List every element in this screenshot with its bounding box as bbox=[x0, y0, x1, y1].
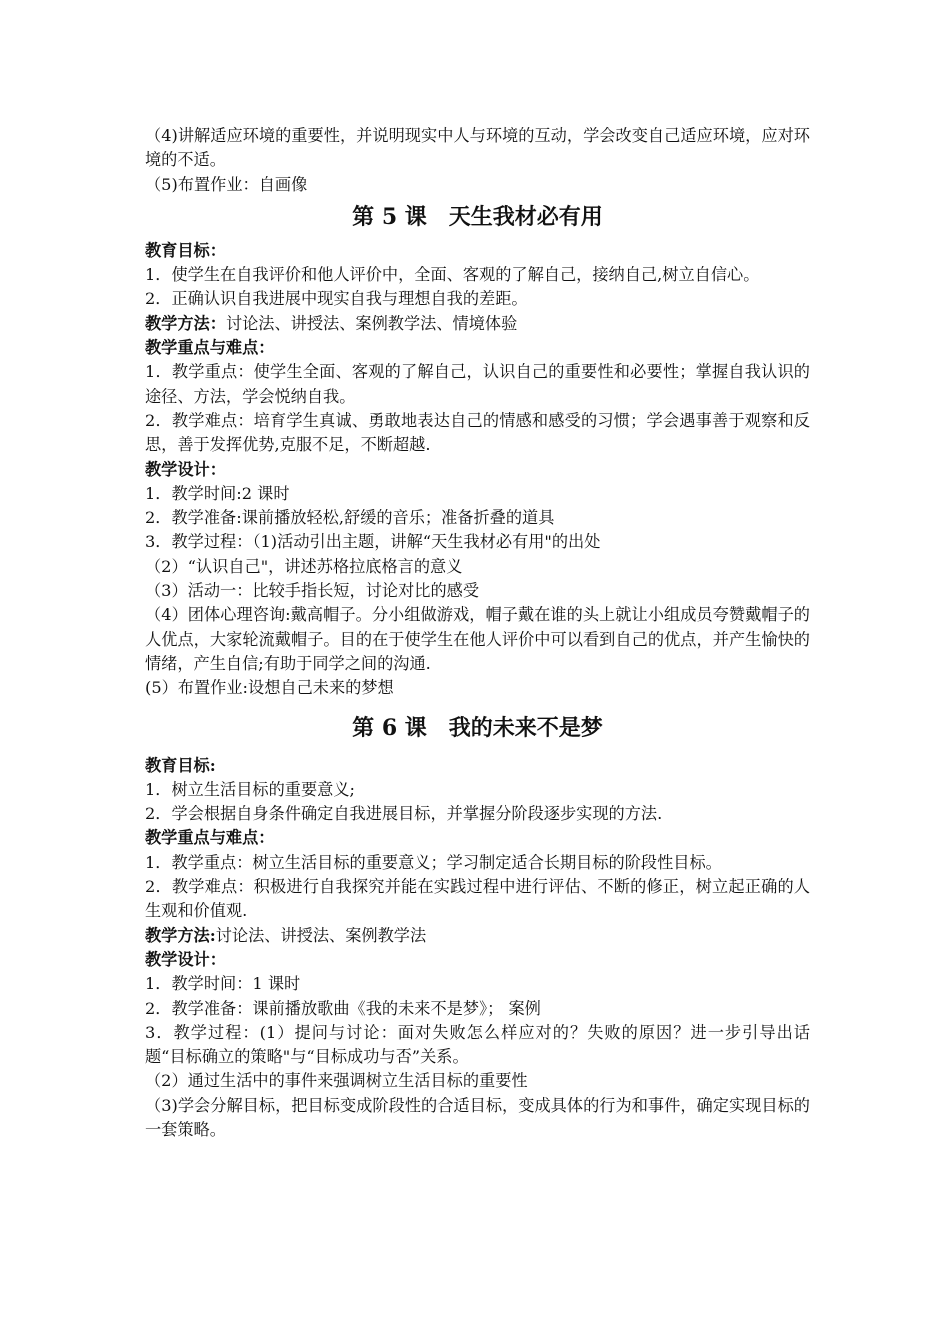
lesson5-design-1: 1．教学时间:2 课时 bbox=[145, 483, 290, 503]
lesson6-design-heading: 教学设计： bbox=[145, 949, 226, 969]
lesson5-key-1: 1．教学重点：使学生全面、客观的了解自己，认识自己的重要性和必要性；掌握自我认识的途径、方法，学会悦纳自我。 bbox=[145, 362, 810, 406]
lesson6-step-2: （2）通过生活中的事件来强调树立生活目标的重要性 bbox=[145, 1071, 528, 1091]
lesson5-step-5: (5）布置作业:设想自己未来的梦想 bbox=[145, 678, 394, 698]
lesson6-keypoints-heading: 教学重点与难点： bbox=[145, 828, 275, 848]
lesson6-design-3: 3．教学过程：(1）提问与讨论：面对失败怎么样应对的？失败的原因？进一步引导出话题“目标确立的策略"与“目标成功与否”关系。 bbox=[145, 1022, 810, 1067]
lesson5-method-label: 教学方法： bbox=[145, 313, 226, 333]
lesson6-goal-2: 2．学会根据自身条件确定自我进展目标，并掌握分阶段逐步实现的方法. bbox=[145, 804, 663, 824]
lesson5-key-2: 2．教学难点：培育学生真诚、勇敢地表达自己的情感和感受的习惯；学会遇事善于观察和反思，善于发挥优势,克服不足，不断超越. bbox=[145, 410, 810, 455]
lesson6-design-2: 2．教学准备：课前播放歌曲《我的未来不是梦》； 案例 bbox=[145, 998, 541, 1018]
lesson5-method-text: 讨论法、讲授法、案例教学法、情境体验 bbox=[225, 313, 518, 333]
lesson6-step-3: （3)学会分解目标，把目标变成阶段性的合适目标，变成具体的行为和事件，确定实现目标的一套策略。 bbox=[145, 1095, 810, 1139]
lesson5-step-3: （3）活动一：比较手指长短，讨论对比的感受 bbox=[145, 581, 480, 601]
lesson6-goals-heading: 教育目标: bbox=[145, 755, 216, 775]
document-body bbox=[145, 124, 810, 1142]
lesson5-goals-heading: 教育目标： bbox=[145, 240, 226, 260]
intro-item-4: （4)讲解适应环境的重要性，并说明现实中人与环境的互动，学会改变自己适应环境，应对环境的不适。 bbox=[145, 126, 810, 170]
lesson5-method bbox=[145, 312, 810, 336]
intro-item-5: （5)布置作业：自画像 bbox=[145, 174, 308, 194]
lesson5-step-4: （4）团体心理咨询:戴高帽子。分小组做游戏，帽子戴在谁的头上就让小组成员夸赞戴帽子的人优点，大家轮流戴帽子。目的在于使学生在他人评价中可以看到自己的优点，并产生愉快的情绪，产生自信;有助于同学之间的沟通. bbox=[145, 605, 810, 673]
lesson5-design-3: 3．教学过程：（1)活动引出主题，讲解“天生我材必有用"的出处 bbox=[145, 532, 601, 552]
lesson6-method-text: 讨论法、讲授法、案例教学法 bbox=[215, 925, 427, 945]
lesson5-design-2: 2．教学准备:课前播放轻松,舒缓的音乐；准备折叠的道具 bbox=[145, 508, 555, 528]
lesson5-goal-1: 1．使学生在自我评价和他人评价中，全面、客观的了解自己，接纳自己,树立自信心。 bbox=[145, 265, 760, 285]
lesson6-method-label: 教学方法: bbox=[145, 925, 216, 945]
lesson6-title: 第 6 课 我的未来不是梦 bbox=[352, 714, 603, 741]
lesson5-design-heading: 教学设计： bbox=[145, 459, 226, 479]
lesson6-key-2: 2．教学难点：积极进行自我探究并能在实践过程中进行评估、不断的修正，树立起正确的人生观和价值观. bbox=[145, 877, 810, 921]
lesson6-goal-1: 1．树立生活目标的重要意义; bbox=[145, 779, 356, 799]
lesson6-design-1: 1．教学时间：1 课时 bbox=[145, 974, 301, 994]
lesson5-step-2: （2）“认识自己"，讲述苏格拉底格言的意义 bbox=[145, 556, 463, 576]
lesson5-goal-2: 2．正确认识自我进展中现实自我与理想自我的差距。 bbox=[145, 289, 528, 309]
lesson5-keypoints-heading: 教学重点与难点： bbox=[145, 338, 275, 358]
lesson5-title: 第 5 课 天生我材必有用 bbox=[352, 203, 603, 230]
lesson6-method bbox=[145, 924, 810, 948]
lesson6-key-1: 1．教学重点：树立生活目标的重要意义；学习制定适合长期目标的阶段性目标。 bbox=[145, 852, 722, 872]
